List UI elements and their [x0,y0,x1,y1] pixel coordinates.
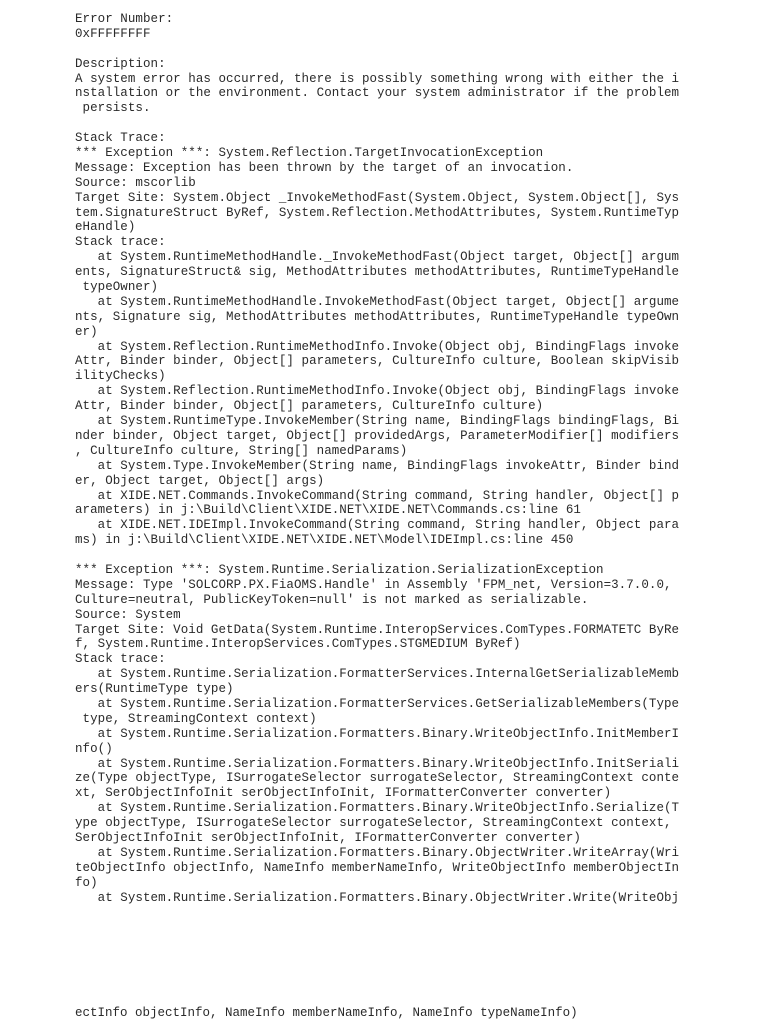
report-line: ilityChecks) [75,369,166,384]
report-line: Error Number: [75,12,174,26]
report-line: at XIDE.NET.IDEImpl.InvokeCommand(String command, String handler, Object para [75,518,680,533]
report-line: at System.Reflection.RuntimeMethodInfo.Invoke(Object obj, BindingFlags invoke [75,339,680,354]
report-line: A system error has occurred, there is possibly something wrong with either the i [75,71,680,86]
report-line: nstallation or the environment. Contact your system administrator if the problem [75,86,680,101]
report-line: Source: mscorlib [75,175,196,190]
report-line: 0xFFFFFFFF [75,26,151,41]
report-line: Target Site: System.Object _InvokeMethodFast(System.Object, System.Object[], Sys [75,190,680,205]
report-line: type, StreamingContext context) [75,711,317,726]
report-line: Message: Type 'SOLCORP.PX.FiaOMS.Handle' in Assembly 'FPM_net, Version=3.7.0.0, [75,577,672,592]
report-line: at System.Reflection.RuntimeMethodInfo.Invoke(Object obj, BindingFlags invoke [75,384,680,399]
report-line: , CultureInfo culture, String[] namedParams) [75,443,408,458]
report-line: Stack trace: [75,235,166,250]
report-line: arameters) in j:\Build\Client\XIDE.NET\XIDE.NET\Commands.cs:line 61 [75,503,581,518]
report-line: Attr, Binder binder, Object[] parameters, CultureInfo culture) [75,399,544,414]
report-line: Stack trace: [75,652,166,667]
report-line: at System.RuntimeMethodHandle.InvokeMethodFast(Object target, Object[] argume [75,294,680,309]
report-line: at System.Runtime.Serialization.FormatterServices.GetSerializableMembers(Type [75,696,680,711]
report-line [75,116,675,131]
report-line: Target Site: Void GetData(System.Runtime.InteropServices.ComTypes.FORMATETC ByRe [75,622,680,637]
report-line: ze(Type objectType, ISurrogateSelector surrogateSelector, StreamingContext conte [75,771,680,786]
report-line: typeOwner) [75,280,159,295]
report-line: tem.SignatureStruct ByRef, System.Reflection.MethodAttributes, System.RuntimeTyp [75,205,680,220]
report-line: *** Exception ***: System.Reflection.TargetInvocationException [75,146,544,161]
report-line: fo) [75,875,98,890]
report-line: at System.RuntimeMethodHandle._InvokeMethodFast(Object target, Object[] argum [75,250,680,265]
report-line: *** Exception ***: System.Runtime.Serialization.SerializationException [75,562,604,577]
report-line: SerObjectInfoInit serObjectInfoInit, IFormatterConverter converter) [75,830,581,845]
report-line: nts, Signature sig, MethodAttributes methodAttributes, RuntimeTypeHandle typeOwn [75,309,680,324]
report-line: at System.Runtime.Serialization.Formatters.Binary.ObjectWriter.WriteArray(Wri [75,845,680,860]
report-line: at System.RuntimeType.InvokeMember(String name, BindingFlags bindingFlags, Bi [75,414,680,429]
error-report-text [75,12,680,905]
report-line: Message: Exception has been thrown by the target of an invocation. [75,160,574,175]
report-line [75,548,675,563]
report-line: f, System.Runtime.InteropServices.ComTypes.STGMEDIUM ByRef) [75,637,521,652]
report-line: at System.Runtime.Serialization.Formatters.Binary.WriteObjectInfo.InitSeriali [75,756,680,771]
report-line: ents, SignatureStruct& sig, MethodAttributes methodAttributes, RuntimeTypeHandle [75,265,680,280]
report-line: at System.Type.InvokeMember(String name, BindingFlags invokeAttr, Binder bind [75,458,680,473]
report-line: Stack Trace: [75,131,166,146]
report-line: teObjectInfo objectInfo, NameInfo memberNameInfo, WriteObjectInfo memberObjectIn [75,860,680,875]
report-line: ype objectType, ISurrogateSelector surrogateSelector, StreamingContext context, [75,816,672,831]
report-line: er) [75,324,98,339]
report-line: Culture=neutral, PublicKeyToken=null' is not marked as serializable. [75,592,589,607]
report-line: er, Object target, Object[] args) [75,473,325,488]
report-line: nder binder, Object target, Object[] providedArgs, ParameterModifier[] modifiers [75,428,680,443]
report-line: at System.Runtime.Serialization.Formatters.Binary.WriteObjectInfo.Serialize(T [75,801,680,816]
report-line: Description: [75,56,166,71]
report-line: at System.Runtime.Serialization.FormatterServices.InternalGetSerializableMemb [75,667,680,682]
error-report-tail-line: ectInfo objectInfo, NameInfo memberNameInfo, NameInfo typeNameInfo) [75,1006,578,1020]
report-line: ers(RuntimeType type) [75,682,234,697]
report-line: ms) in j:\Build\Client\XIDE.NET\XIDE.NET\Model\IDEImpl.cs:line 450 [75,533,574,548]
report-line: xt, SerObjectInfoInit serObjectInfoInit, IFormatterConverter converter) [75,786,612,801]
report-line: at System.Runtime.Serialization.Formatters.Binary.ObjectWriter.Write(WriteObj [75,890,680,905]
report-line [75,42,675,57]
report-line: nfo() [75,741,113,756]
report-line: at XIDE.NET.Commands.InvokeCommand(String command, String handler, Object[] p [75,488,680,503]
report-line: Source: System [75,607,181,622]
report-line: at System.Runtime.Serialization.Formatters.Binary.WriteObjectInfo.InitMemberI [75,726,680,741]
report-line: eHandle) [75,220,136,235]
report-line: persists. [75,101,151,116]
report-line: Attr, Binder binder, Object[] parameters, CultureInfo culture, Boolean skipVisib [75,354,680,369]
